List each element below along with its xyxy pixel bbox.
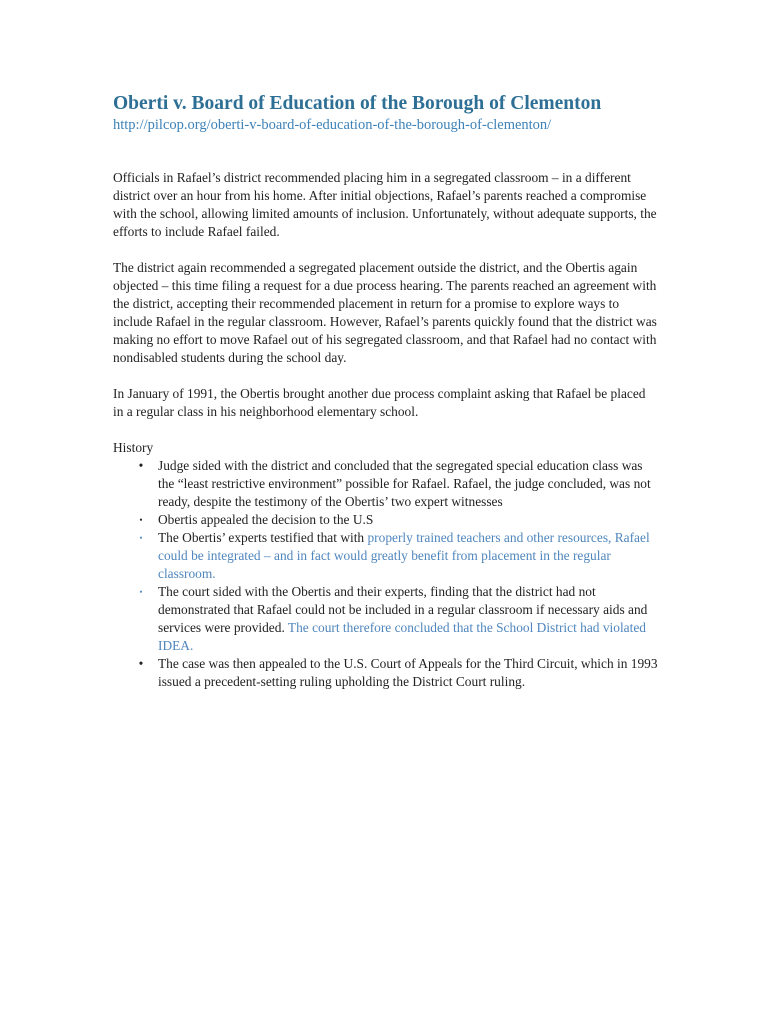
history-item-text: The case was then appealed to the U.S. Court of Appeals for the Third Circuit, which in 1993 issued a precedent-setting ruling upholding the District Court ruling. (158, 656, 658, 689)
history-item-highlight: properly trained teachers and other resources, Rafael could be integrated – and in fact would greatly benefit from placement in the regular classroom. (158, 530, 650, 581)
history-list (113, 457, 658, 691)
history-item-text: Judge sided with the district and concluded that the segregated special education class was the “least restrictive environment” possible for Rafael. Rafael, the judge concluded, was not ready, despite the testimony of the Obertis’ two expert witnesses (158, 458, 651, 509)
paragraph-due-process: The district again recommended a segregated placement outside the district, and the Obertis again objected – this time filing a request for a due process hearing. The parents reached an agreement with the district, accepting their recommended placement in return for a promise to explore ways to include Rafael in the regular classroom. However, Rafael’s parents quickly found that the district was making no effort to move Rafael out of his segregated classroom, and that Rafael had no contact with nondisabled students during the school day. (113, 260, 657, 365)
history-item (113, 511, 658, 529)
source-link[interactable]: http://pilcop.org/oberti-v-board-of-education-of-the-borough-of-clementon/ (113, 117, 552, 133)
bullet-icon: • (139, 533, 143, 543)
paragraph-complaint: In January of 1991, the Obertis brought another due process complaint asking that Rafael be placed in a regular class in his neighborhood elementary school. (113, 386, 646, 419)
history-item (113, 529, 658, 583)
history-item (113, 457, 658, 511)
history-item-text: The court sided with the Obertis and their experts, finding that the district had not demonstrated that Rafael could not be included in a regular classroom if necessary aids and services were provided. (158, 584, 648, 635)
history-item-text: Obertis appealed the decision to the U.S (158, 512, 374, 527)
paragraph-background: Officials in Rafael’s district recommended placing him in a segregated classroom – in a different district over an hour from his home. After initial objections, Rafael’s parents reached a compromise with the school, allowing limited amounts of inclusion. Unfortunately, without adequate supports, the efforts to include Rafael failed. (113, 170, 657, 239)
bullet-icon: • (139, 515, 143, 525)
document-title: Oberti v. Board of Education of the Borough of Clementon (113, 93, 602, 114)
document-page (113, 92, 658, 691)
history-item-text: The Obertis’ experts testified that with (158, 530, 368, 545)
bullet-icon: • (139, 587, 143, 597)
history-item (113, 583, 658, 655)
history-item-highlight: The court therefore concluded that the School District had violated IDEA. (158, 620, 646, 653)
bullet-icon: • (138, 656, 144, 671)
history-heading: History (113, 440, 154, 455)
history-item (113, 655, 658, 691)
bullet-icon: • (138, 458, 144, 473)
